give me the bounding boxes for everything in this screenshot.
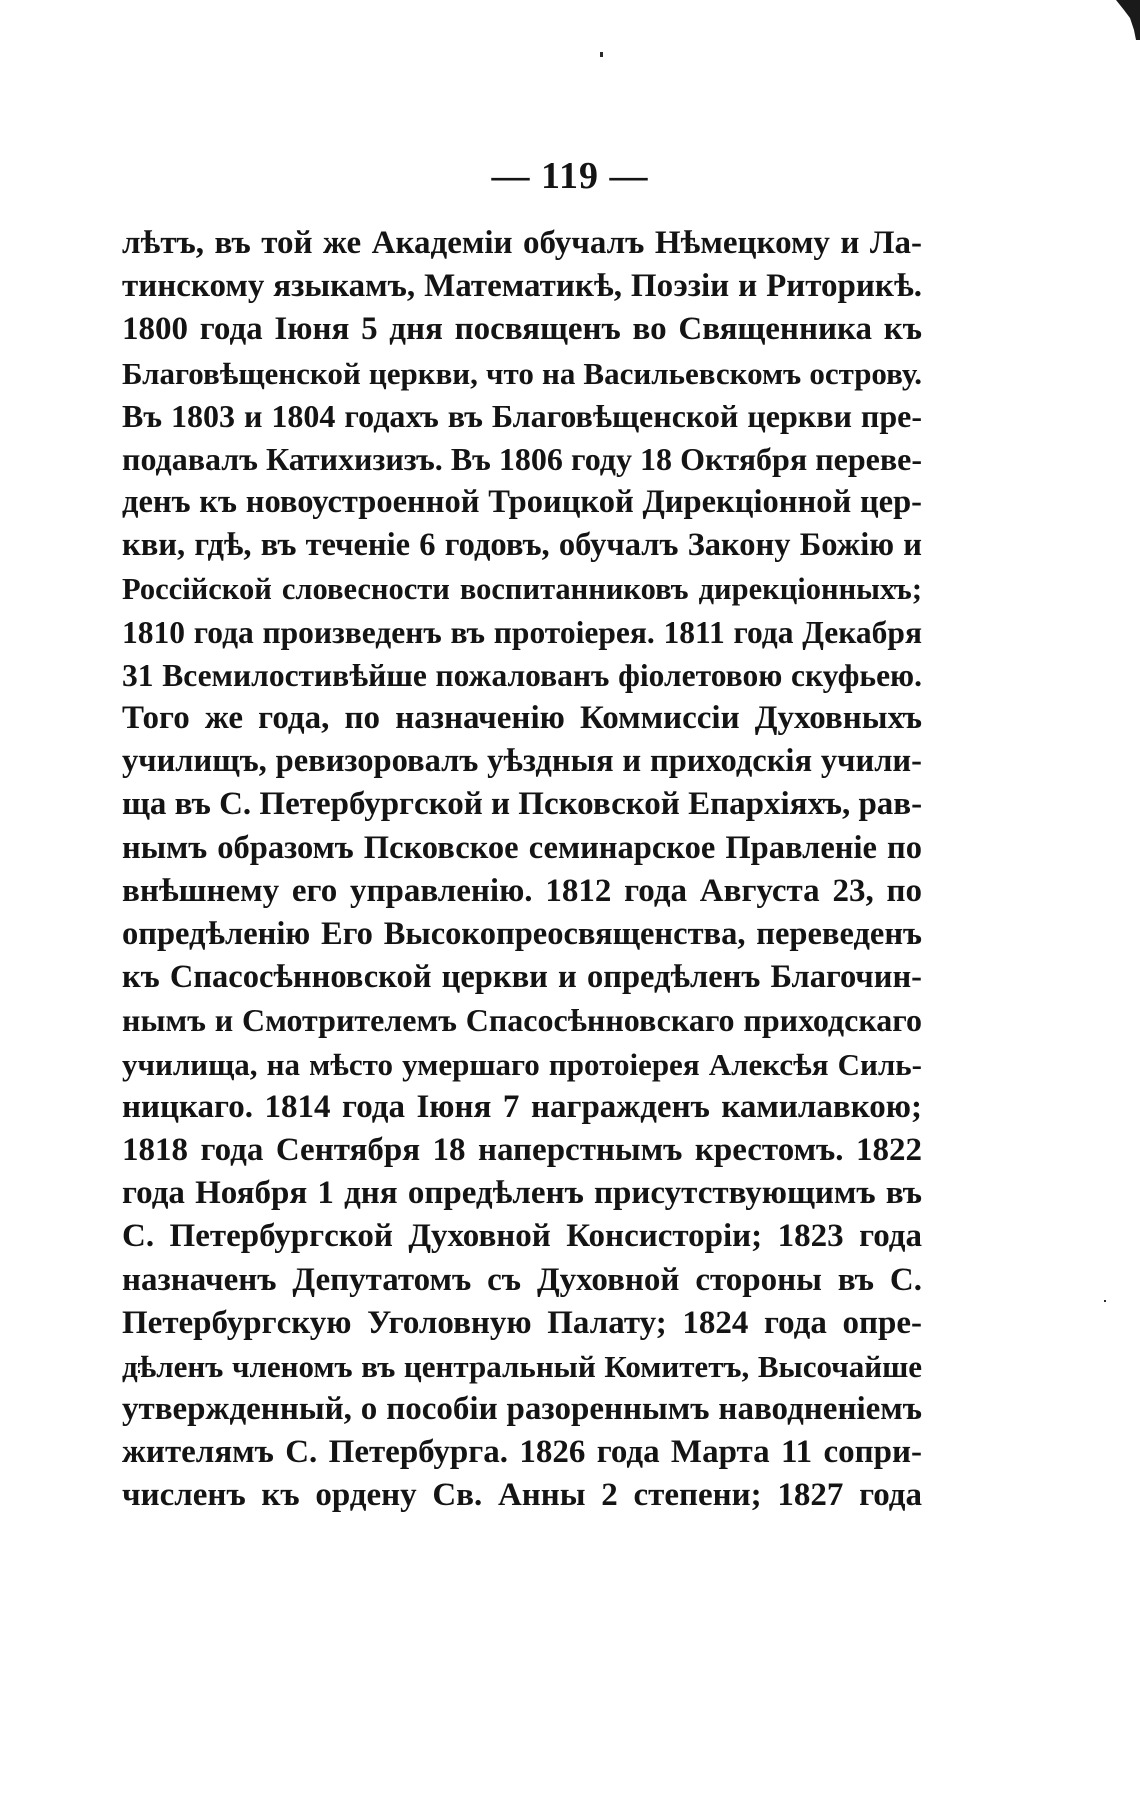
text-line: 1800 года Іюня 5 дня посвященъ во Священника къ: [122, 311, 922, 348]
scan-speck: [1104, 1300, 1106, 1302]
text-line: денъ къ новоустроенной Троицкой Дирекціонной цер-: [122, 484, 922, 521]
text-line: Петербургскую Уголовную Палату; 1824 года опре-: [122, 1304, 922, 1341]
scan-corner-mark: [1110, 0, 1140, 40]
text-line: ща въ С. Петербургской и Псковской Епархіяхъ, рав-: [122, 786, 922, 823]
body-text: [122, 222, 922, 1518]
text-line: нымъ и Смотрителемъ Спасосѣнновскаго приходскаго: [122, 1002, 922, 1039]
text-line: училищъ, ревизоровалъ уѣздныя и приходскія учили-: [122, 743, 922, 780]
text-line: назначенъ Депутатомъ съ Духовной стороны въ С.: [122, 1261, 922, 1298]
text-line: училища, на мѣсто умершаго протоіерея Алексѣя Силь-: [122, 1046, 922, 1082]
text-line: внѣшнему его управленію. 1812 года Августа 23, по: [122, 872, 922, 909]
text-line: численъ къ ордену Св. Анны 2 степени; 1827 года: [122, 1477, 922, 1514]
scan-speck: [600, 52, 603, 57]
text-line: 31 Всемилостивѣйше пожалованъ фіолетовою скуфьею.: [122, 657, 922, 693]
text-line: подавалъ Катихизизъ. Въ 1806 году 18 Октября переве-: [122, 440, 922, 477]
text-line: Того же года, по назначенію Коммиссіи Духовныхъ: [122, 700, 922, 737]
text-line: Россійской словесности воспитанниковъ дирекціонныхъ;: [122, 571, 922, 606]
text-line: дѣленъ членомъ въ центральный Комитетъ, Высочайше: [122, 1348, 922, 1384]
text-line: къ Спасосѣнновской церкви и опредѣленъ Благочин-: [122, 959, 922, 996]
text-line: кви, гдѣ, въ теченіе 6 годовъ, обучалъ Закону Божію и: [122, 527, 922, 564]
text-line: жителямъ С. Петербурга. 1826 года Марта 11 сопри-: [122, 1434, 922, 1471]
text-line: утвержденный, о пособіи разореннымъ наводненіемъ: [122, 1391, 922, 1428]
text-line: лѣтъ, въ той же Академіи обучалъ Нѣмецкому и Ла-: [122, 225, 922, 261]
text-line: ницкаго. 1814 года Іюня 7 награжденъ камилавкою;: [122, 1088, 922, 1125]
text-line: Благовѣщенской церкви, что на Васильевскомъ острову.: [122, 355, 922, 391]
text-line: тинскому языкамъ, Математикѣ, Поэзіи и Риторикѣ.: [122, 268, 922, 305]
text-line: опредѣленію Его Высокопреосвященства, переведенъ: [122, 916, 922, 952]
text-line: Въ 1803 и 1804 годахъ въ Благовѣщенской церкви пре-: [122, 397, 922, 434]
text-line: 1810 года произведенъ въ протоіерея. 1811 года Декабря: [122, 614, 922, 650]
text-line: года Ноября 1 дня опредѣленъ присутствующимъ въ: [122, 1175, 922, 1212]
text-line: 1818 года Сентября 18 наперстнымъ крестомъ. 1822: [122, 1131, 922, 1168]
page-number: — 119 —: [491, 155, 649, 197]
text-line: С. Петербургской Духовной Консисторіи; 1823 года: [122, 1218, 922, 1255]
text-line: нымъ образомъ Псковское семинарское Правленіе по: [122, 829, 922, 866]
